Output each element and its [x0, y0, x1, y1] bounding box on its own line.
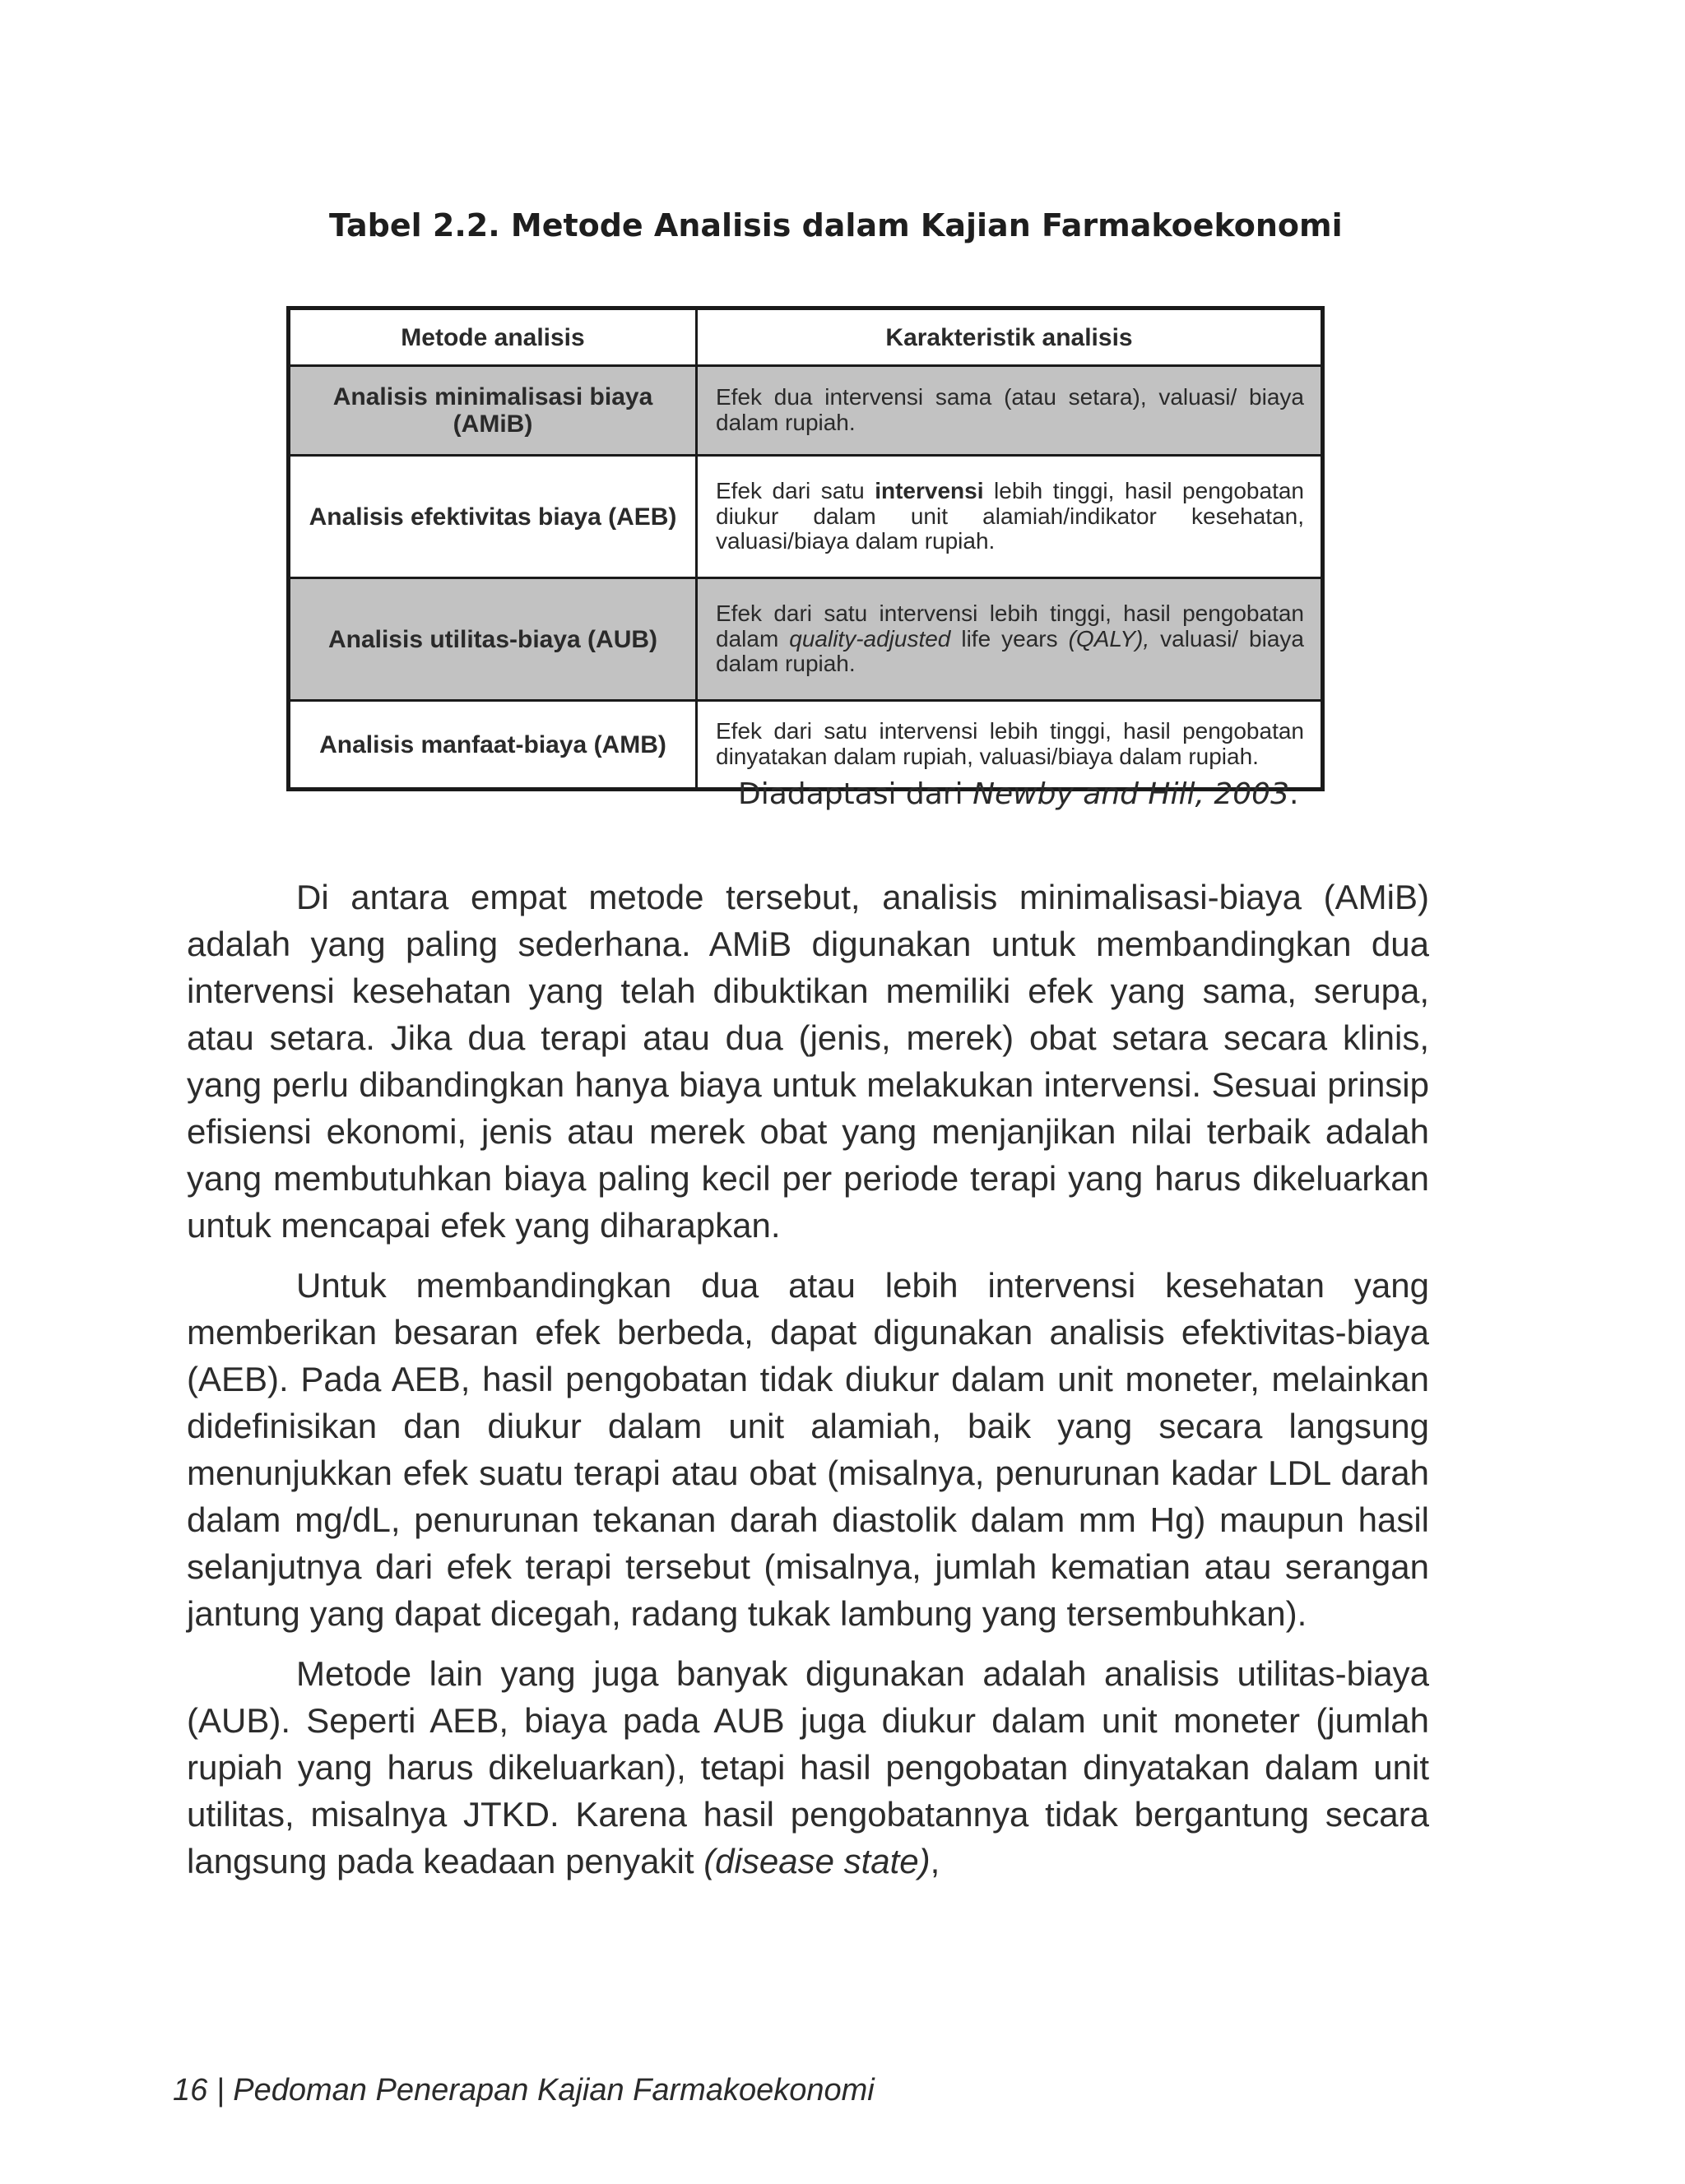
characteristic-cell [697, 701, 1323, 790]
table-row [289, 456, 1323, 578]
characteristic-text: Efek dari satu intervensi lebih tinggi, hasil pengobatan dinyatakan dalam rupiah, valuasi/biaya dalam rupiah. [716, 718, 1304, 769]
characteristic-text: valuasi/ biaya dalam rupiah. [716, 625, 1304, 677]
page-title: Tabel 2.2. Metode Analisis dalam Kajian Farmakoekonomi [329, 207, 1343, 243]
characteristic-bold-text: intervensi [875, 477, 984, 503]
column-header-characteristic: Karakteristik analisis [697, 308, 1323, 366]
method-cell: Analisis manfaat-biaya (AMB) [289, 701, 697, 790]
body-text [187, 874, 1429, 1898]
table-row [289, 578, 1323, 701]
method-cell: Analisis utilitas-biaya (AUB) [289, 578, 697, 701]
source-prefix: Diadaptasi dari [738, 777, 973, 811]
characteristic-text: Efek dari satu intervensi lebih tinggi, hasil pengobatan dalam [716, 600, 1304, 651]
characteristic-italic-text: quality-adjusted [789, 625, 951, 651]
characteristic-text: life years [950, 625, 1069, 651]
table-row [289, 701, 1323, 790]
method-cell: Analisis efektivitas biaya (AEB) [289, 456, 697, 578]
characteristic-text: Efek dari satu [716, 477, 875, 503]
characteristic-text: lebih tinggi, hasil pengobatan diukur dalam unit alamiah/indikator kesehatan, valuasi/biaya dalam rupiah. [716, 477, 1304, 554]
paragraph: Untuk membandingkan dua atau lebih intervensi kesehatan yang memberikan besaran efek berbeda, dapat digunakan analisis efektivitas-biaya (AEB). Pada AEB, hasil pengobatan tidak diukur dalam unit moneter, melainkan didefinisikan dan diukur dalam unit alamiah, baik yang secara langsung menunjukkan efek suatu terapi atau obat (misalnya, penurunan kadar LDL darah dalam mg/dL, penurunan tekanan darah diastolik dalam mm Hg) maupun hasil selanjutnya dari efek terapi tersebut (misalnya, jumlah kematian atau serangan jantung yang dapat dicegah, radang tukak lambung yang tersembuhkan). [187, 1266, 1429, 1633]
characteristic-text: Efek dua intervensi sama (atau setara), valuasi/ biaya dalam rupiah. [716, 384, 1304, 435]
source-suffix: . [1288, 777, 1299, 811]
page-footer: 16 | Pedoman Penerapan Kajian Farmakoekonomi [173, 2073, 875, 2107]
paragraph: Di antara empat metode tersebut, analisis minimalisasi-biaya (AMiB) adalah yang paling sederhana. AMiB digunakan untuk membandingkan dua intervensi kesehatan yang telah dibuktikan memiliki efek yang sama, serupa, atau setara. Jika dua terapi atau dua (jenis, merek) obat setara secara klinis, yang perlu dibandingkan hanya biaya untuk melakukan intervensi. Sesuai prinsip efisiensi ekonomi, jenis atau merek obat yang menjanjikan nilai terbaik adalah yang membutuhkan biaya paling kecil per periode terapi yang harus dikeluarkan untuk mencapai efek yang diharapkan. [187, 878, 1429, 1245]
table-source-caption [738, 777, 1298, 811]
paragraph [187, 1650, 1429, 1885]
analysis-methods-table [286, 306, 1325, 791]
method-cell: Analisis minimalisasi biaya (AMiB) [289, 366, 697, 456]
column-header-method: Metode analisis [289, 308, 697, 366]
paragraph-text: , [930, 1842, 940, 1880]
characteristic-cell [697, 456, 1323, 578]
paragraph-text: Metode lain yang juga banyak digunakan adalah analisis utilitas-biaya (AUB). Seperti AEB, biaya pada AUB juga diukur dalam unit moneter (jumlah rupiah yang harus dikeluarkan), tetapi hasil pengobatan dinyatakan dalam unit utilitas, misalnya JTKD. Karena hasil pengobatannya tidak bergantung secara langsung pada keadaan penyakit [187, 1654, 1429, 1880]
characteristic-cell [697, 366, 1323, 456]
table-header-row [289, 308, 1323, 366]
characteristic-cell [697, 578, 1323, 701]
source-reference: Newby and Hill, 2003 [972, 777, 1289, 811]
paragraph-italic-text: (disease state) [703, 1842, 931, 1880]
characteristic-italic-text: (QALY), [1068, 625, 1150, 651]
table-row [289, 366, 1323, 456]
